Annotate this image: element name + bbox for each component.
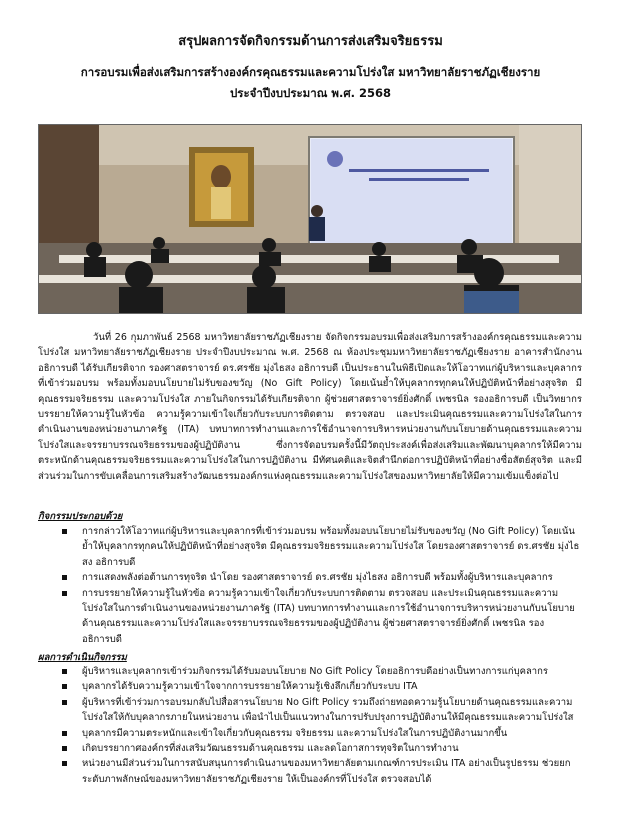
- bullet-icon: [62, 575, 67, 580]
- list-item: บุคลากรมีความตระหนักและเข้าใจเกี่ยวกับคุณธรรม จริยธรรม และความโปร่งใสในการปฏิบัติงานมากขึ้น: [62, 726, 582, 741]
- event-photo: [38, 124, 582, 314]
- bullet-icon: [62, 761, 67, 766]
- list-item: หน่วยงานมีส่วนร่วมในการสนับสนุนการดำเนินงานของมหาวิทยาลัยตามเกณฑ์การประเมิน ITA อย่างเป็นรูปธรรม ช่วยยกระดับภาพลักษณ์ของมหาวิทยาลัยราชภัฏเชียงราย ให้เป็นองค์กรที่โปร่งใส ตรวจสอบได้: [62, 756, 582, 787]
- bullet-icon: [62, 700, 67, 705]
- activities-heading: กิจกรรมประกอบด้วย: [38, 511, 123, 522]
- results-heading: ผลการดำเนินกิจกรรม: [38, 652, 127, 663]
- list-item: ผู้บริหารที่เข้าร่วมการอบรมกลับไปสื่อสารนโยบาย No Gift Policy รวมถึงถ่ายทอดความรู้นโยบายด้านคุณธรรมและความโปร่งใสให้กับบุคลากรภายในหน่วยงาน เพื่อนำไปเป็นแนวทางในการปรับปรุงการปฏิบัติงานให้มีคุณธรรมและความโปร่งใส: [62, 695, 582, 726]
- bullet-icon: [62, 591, 67, 596]
- portrait-frame: [189, 147, 254, 227]
- projector-screen: [309, 137, 514, 245]
- document-subtitle-line1: การอบรมเพื่อส่งเสริมการสร้างองค์กรคุณธรรมและความโปร่งใส มหาวิทยาลัยราชภัฏเชียงราย: [80, 65, 541, 79]
- summary-paragraph: [38, 330, 582, 484]
- bullet-icon: [62, 731, 67, 736]
- bullet-icon: [62, 669, 67, 674]
- list-item: บุคลากรได้รับความรู้ความเข้าใจจากการบรรยายให้ความรู้เชิงลึกเกี่ยวกับระบบ ITA: [62, 679, 582, 694]
- document-subtitle-line2: ประจำปีงบประมาณ พ.ศ. 2568: [229, 86, 392, 100]
- bullet-icon: [62, 746, 67, 751]
- list-item: เกิดบรรยากาศองค์กรที่ส่งเสริมวัฒนธรรมด้านคุณธรรม และลดโอกาสการทุจริตในการทำงาน: [62, 741, 582, 756]
- activities-list: [62, 524, 582, 647]
- list-item: ผู้บริหารและบุคลากรเข้าร่วมกิจกรรมได้รับมอบนโยบาย No Gift Policy โดยอธิการบดีอย่างเป็นทางการแก่บุคลากร: [62, 664, 582, 679]
- bullet-icon: [62, 684, 67, 689]
- bullet-icon: [62, 529, 67, 534]
- speaker-figure: [309, 205, 325, 241]
- list-item: การกล่าวให้โอวาทแก่ผู้บริหารและบุคลากรที่เข้าร่วมอบรม พร้อมทั้งมอบนโยบายไม่รับของขวัญ (No Gift Policy) โดยเน้นย้ำให้บุคลากรทุกคนให้ปฏิบัติหน้าที่อย่างสุจริต มีคุณธรรมจริยธรรมและความโปร่งใส โดยรองศาสตราจารย์ ดร.ศรชัย มุ่งไธสง อธิการบดี: [62, 524, 582, 570]
- list-item: การบรรยายให้ความรู้ในหัวข้อ ความรู้ความเข้าใจเกี่ยวกับระบบการติดตาม ตรวจสอบ และประเมินคุณธรรมและความโปร่งใสในการดำเนินงานของหน่วยงานภาครัฐ (ITA) บทบาทการทำงานและการใช้อำนาจการบริหารหน่วยงานกับนโยบายด้านคุณธรรมและความโปร่งใสและจรรยาบรรณจริยธรรมของผู้ปฏิบัติงาน ผู้ช่วยศาสตราจารย์ยิ่งศักดิ์ เพชรนิล รองอธิการบดี: [62, 586, 582, 648]
- summary-text: วันที่ 26 กุมภาพันธ์ 2568 มหาวิทยาลัยราชภัฏเชียงราย จัดกิจกรรมอบรมเพื่อส่งเสริมการสร้างองค์กรคุณธรรมและความโปร่งใส มหาวิทยาลัยราชภัฏเชียงราย ประจำปีงบประมาณ พ.ศ. 2568 ณ ห้องประชุมมหาวิทยาลัยราชภัฏเชียงราย อาคารสำนักงานอธิการบดี ได้รับเกียรติจาก รองศาสตราจารย์ ดร.ศรชัย มุ่งไธสง อธิการบดี เป็นประธานในพิธีเปิดและให้โอวาทแก่ผู้บริหารและบุคลากรที่เข้าร่วมอบรม พร้อมทั้งมอบนโยบายไม่รับของขวัญ (No Gift Policy) โดยเน้นย้ำให้บุคลากรทุกคนให้ปฏิบัติหน้าที่อย่างสุจริต มีคุณธรรมจริยธรรม และความโปร่งใส ภายในกิจกรรมได้รับเกียรติจาก ผู้ช่วยศาสตราจารย์ยิ่งศักดิ์ เพชรนิล รองอธิการบดี เป็นวิทยากรบรรยายให้ความรู้ในหัวข้อ ความรู้ความเข้าใจเกี่ยวกับระบบการติดตาม ตรวจสอบ และประเมินคุณธรรมและความโปร่งใสในการดำเนินงานของหน่วยงานภาครัฐ (ITA) บทบาทการทำงานและการใช้อำนาจการบริหารหน่วยงานกับนโยบายด้านคุณธรรมและความโปร่งใสและจรรยาบรรณจริยธรรมของผู้ปฏิบัติงาน ซึ่งการจัดอบรมครั้งนี้มีวัตถุประสงค์เพื่อส่งเสริมและพัฒนาบุคลากรให้มีความตระหนักด้านคุณธรรมจริยธรรมและความโปร่งใสในการปฏิบัติงาน มีทัศนคติและจิตสำนึกต่อการปฏิบัติหน้าที่อย่างซื่อสัตย์สุจริต และมีส่วนร่วมในการขับเคลื่อนการเสริมสร้างวัฒนธรรมองค์กรแห่งคุณธรรมและความโปร่งใสของมหาวิทยาลัยให้มีความเข้มแข็งต่อไป: [38, 332, 582, 482]
- document-title: สรุปผลการจัดกิจกรรมด้านการส่งเสริมจริยธรรม: [178, 34, 443, 49]
- list-item: การแสดงพลังต่อต้านการทุจริต นำโดย รองศาสตราจารย์ ดร.ศรชัย มุ่งไธสง อธิการบดี พร้อมทั้งผู้บริหารและบุคลากร: [62, 570, 582, 585]
- results-list: [62, 664, 582, 787]
